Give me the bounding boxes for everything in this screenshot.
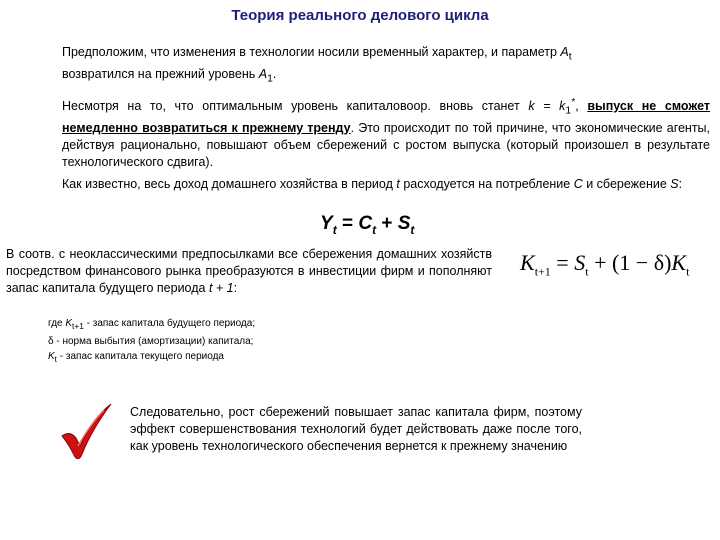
income-equation: $Y_t = C_t + S_t$ bbox=[320, 213, 415, 237]
page-title: Теория реального делового цикла bbox=[231, 7, 489, 24]
underlined-statement: выпуск не сможет немедленно возвратиться к прежнему тренду bbox=[62, 99, 710, 135]
legend-item-depreciation: δ - норма выбытия (амортизации) капитала; bbox=[48, 336, 254, 347]
equation-legend bbox=[48, 316, 255, 367]
check-mark-icon bbox=[58, 402, 114, 462]
legend-item-current-capital: $K_t$ - запас капитала текущего периода bbox=[48, 351, 224, 364]
capital-accumulation-equation: $K_{t+1} = S_t + (1 - \delta)K_t$ bbox=[520, 250, 690, 279]
conclusion-paragraph: Следовательно, рост сбережений повышает запас капитала фирм, поэтому эффект совершенствования технологий будет действовать даже после того, как уровень технологического обеспечения вернется к прежнему значению bbox=[130, 405, 582, 453]
paragraph-household-income: Как известно, весь доход домашнего хозяйства в период t расходуется на потребление C и сбережение S: bbox=[62, 177, 683, 191]
legend-item-future-capital: где $K_{t+1}$ - запас капитала будущего периода; bbox=[48, 318, 256, 331]
paragraph-savings-investment: В соотв. с неоклассическими предпосылками все сбережения домашних хозяйств посредством финансового рынка преобразуются в инвестиции фирм и пополняют запас капитала будущего периода t + 1: bbox=[6, 247, 492, 295]
paragraph-capital-ratio: Несмотря на то, что оптимальным уровень капиталовоор. вновь станет $k = k_1^*$, выпуск не сможет немедленно возвратиться к прежнему тренду. Это происходит по той причине, что экономические агенты, действуя рационально, повышают объем сбережений с ростом выпуска (который произошел в результате технологического сдвига). bbox=[62, 97, 711, 169]
paragraph-temporary-shock: Предположим, что изменения в технологии носили временный характер, и параметр $A_t$ возвратился на прежний уровень $A_1$. bbox=[62, 45, 572, 84]
